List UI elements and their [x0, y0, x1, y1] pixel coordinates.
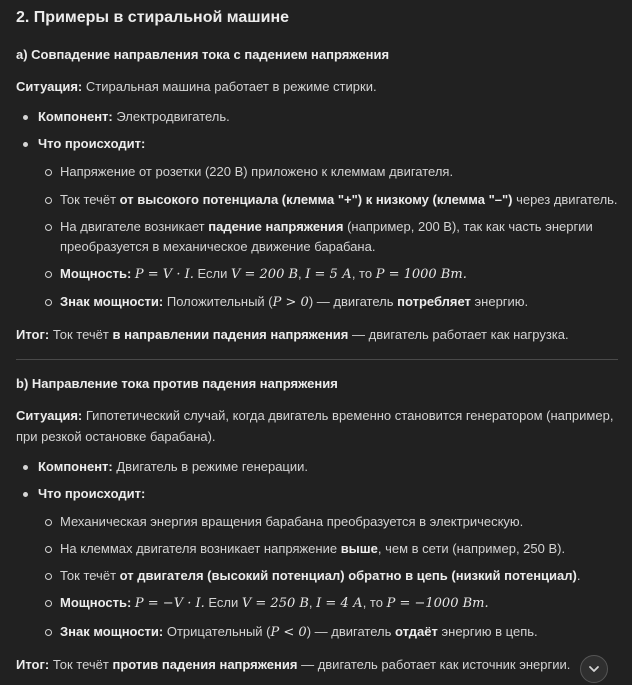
power-formula-b: Мощность: P = −V · I. Если V = 250 В, I = 4 А, то P = −1000 Вт. — [38, 593, 618, 614]
section-title: 2. Примеры в стиральной машине — [16, 9, 290, 26]
power-sign-b: Знак мощности: Отрицательный (P < 0) — двигатель отдаёт энергию в цепь. — [38, 622, 618, 643]
list-item: Напряжение от розетки (220 В) приложено к клеммам двигателя. — [38, 162, 618, 182]
list-item: На клеммах двигателя возникает напряжение выше, чем в сети (например, 250 В). — [38, 539, 618, 559]
component-a: Компонент: Электродвигатель. — [16, 107, 618, 127]
details-b — [16, 457, 618, 643]
power-formula-a: Мощность: P = V · I. Если V = 200 В, I = 5 А, то P = 1000 Вт. — [38, 264, 618, 285]
list-item: На двигателе возникает падение напряжения (например, 200 В), так как часть энергии преобразуется в механическое движение барабана. — [38, 217, 618, 257]
list-item: Механическая энергия вращения барабана преобразуется в электрическую. — [38, 512, 618, 532]
list-item: Ток течёт от двигателя (высокий потенциал) обратно в цепь (низкий потенциал). — [38, 566, 618, 586]
what-happens-b: Что происходит: Механическая энергия вращения барабана преобразуется в электрическую. На клеммах двигателя возникает напряжение выше, чем в сети (например, 250 В). Ток течёт от двигателя (высокий потенциал) обратно в цепь (низкий потенциал). Мощность: P = −V · I. Если V = 250 В, I = 4 А, то P = −1000 Вт. Знак мощности: Отрицательный (P < 0) — двигатель отдаёт энергию в цепь. — [16, 484, 618, 643]
what-happens-a: Что происходит: Напряжение от розетки (220 В) приложено к клеммам двигателя. Ток течёт от высокого потенциала (клемма "+") к низкому (клемма "–") через двигатель. На двигателе возникает падение напряжения (например, 200 В), так как часть энергии преобразуется в механическое движение барабана. Мощность: P = V · I. Если V = 200 В, I = 5 А, то P = 1000 Вт. Знак мощности: Положительный (P > 0) — двигатель потребляет энергию. — [16, 134, 618, 313]
divider — [16, 359, 618, 360]
chevron-down-icon — [587, 662, 601, 676]
details-a — [16, 107, 618, 313]
component-b: Компонент: Двигатель в режиме генерации. — [16, 457, 618, 477]
power-sign-a: Знак мощности: Положительный (P > 0) — двигатель потребляет энергию. — [38, 292, 618, 313]
list-item: Ток течёт от высокого потенциала (клемма "+") к низкому (клемма "–") через двигатель. — [38, 190, 618, 210]
situation-a: Ситуация: Стиральная машина работает в режиме стирки. — [16, 78, 377, 94]
scroll-down-button[interactable] — [580, 655, 608, 683]
subsection-b-heading: b) Направление тока против падения напряжения — [16, 376, 338, 392]
subsection-a-heading: а) Совпадение направления тока с падением напряжения — [16, 46, 390, 62]
result-b: Итог: Ток течёт против падения напряжения — двигатель работает как источник энергии. — [16, 656, 571, 672]
result-a: Итог: Ток течёт в направлении падения напряжения — двигатель работает как нагрузка. — [16, 327, 569, 343]
situation-b: Ситуация: Гипотетический случай, когда двигатель временно становится генератором (например, при резкой остановке барабана). — [16, 408, 614, 444]
